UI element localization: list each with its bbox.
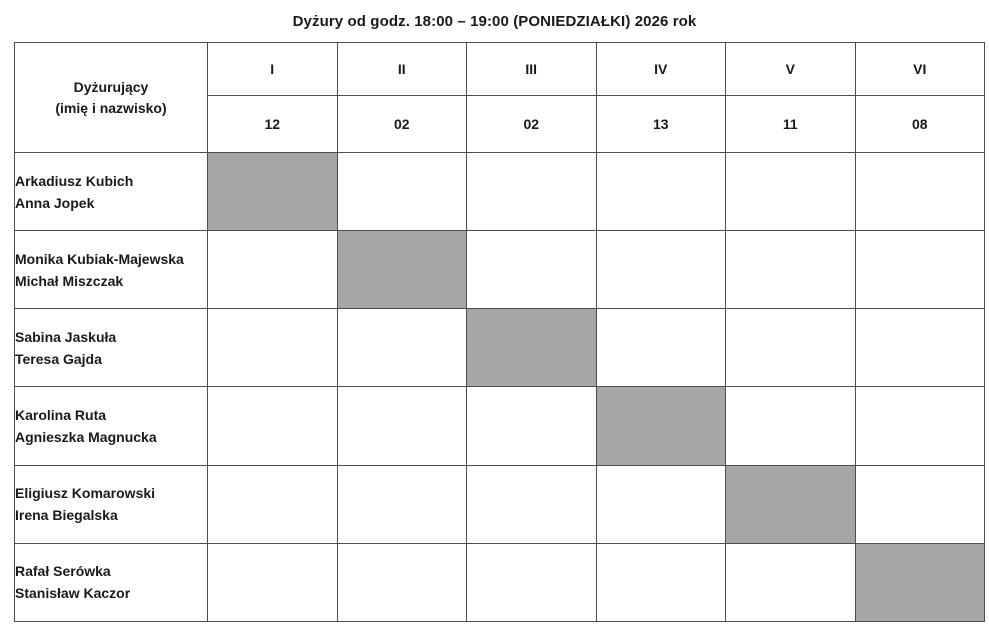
person-name-1: Karolina Ruta — [15, 407, 107, 424]
column-header-roman: V — [726, 43, 856, 96]
duty-cell — [337, 543, 467, 621]
duty-cell — [596, 465, 726, 543]
document-title: Dyżury od godz. 18:00 – 19:00 (PONIEDZIAŁKI) 2026 rok — [292, 12, 697, 30]
duty-cell — [855, 231, 985, 309]
person-name-2: Teresa Gajda — [15, 350, 102, 367]
duty-cell — [855, 153, 985, 231]
duty-cell — [467, 465, 597, 543]
duty-cell-shaded — [467, 309, 597, 387]
person-names-cell — [15, 153, 208, 231]
corner-header-line1: Dyżurujący — [73, 78, 149, 95]
column-header-roman: III — [467, 43, 597, 96]
duty-cell-shaded — [208, 153, 338, 231]
duty-cell — [855, 309, 985, 387]
person-names-cell — [15, 231, 208, 309]
person-name-2: Stanisław Kaczor — [15, 585, 131, 602]
person-names-cell — [15, 465, 208, 543]
person-name-1: Sabina Jaskuła — [15, 328, 117, 345]
duty-cell — [726, 309, 856, 387]
duty-cell — [208, 231, 338, 309]
duty-cell-shaded — [596, 387, 726, 465]
person-name-1: Arkadiusz Kubich — [15, 172, 134, 189]
column-header-number: 08 — [855, 96, 985, 153]
person-name-1: Monika Kubiak-Majewska — [15, 250, 184, 267]
duty-cell — [596, 153, 726, 231]
table-row — [15, 231, 985, 309]
column-header-number: 12 — [208, 96, 338, 153]
duty-cell-shaded — [726, 465, 856, 543]
person-name-2: Agnieszka Magnucka — [15, 429, 157, 446]
person-name-2: Anna Jopek — [15, 194, 95, 211]
duty-cell — [337, 387, 467, 465]
person-name-1: Eligiusz Komarowski — [15, 485, 156, 502]
duty-cell — [337, 309, 467, 387]
table-row — [15, 543, 985, 621]
column-header-number: 11 — [726, 96, 856, 153]
corner-header-duty-person — [15, 43, 208, 153]
duty-cell — [208, 387, 338, 465]
duty-cell — [596, 543, 726, 621]
duty-cell — [208, 465, 338, 543]
duty-cell — [726, 153, 856, 231]
duty-cell — [337, 153, 467, 231]
column-header-number: 02 — [337, 96, 467, 153]
duty-cell — [337, 465, 467, 543]
duty-cell — [596, 309, 726, 387]
duty-cell — [467, 153, 597, 231]
person-names-cell — [15, 309, 208, 387]
column-header-number: 13 — [596, 96, 726, 153]
column-header-roman: I — [208, 43, 338, 96]
person-names-cell — [15, 543, 208, 621]
duty-cell-shaded — [855, 543, 985, 621]
duty-cell — [726, 231, 856, 309]
duty-cell — [596, 231, 726, 309]
duty-cell — [855, 387, 985, 465]
duty-cell — [208, 309, 338, 387]
duty-cell — [726, 543, 856, 621]
duty-cell — [855, 465, 985, 543]
column-header-roman: IV — [596, 43, 726, 96]
column-header-roman: VI — [855, 43, 985, 96]
duty-cell — [726, 387, 856, 465]
table-row — [15, 387, 985, 465]
table-row — [15, 153, 985, 231]
table-row — [15, 309, 985, 387]
column-header-number: 02 — [467, 96, 597, 153]
person-name-2: Irena Biegalska — [15, 507, 118, 524]
duty-cell — [467, 231, 597, 309]
duty-schedule-table — [14, 42, 985, 622]
column-header-roman: II — [337, 43, 467, 96]
duty-cell-shaded — [337, 231, 467, 309]
person-name-1: Rafał Serówka — [15, 563, 111, 580]
duty-cell — [208, 543, 338, 621]
duty-cell — [467, 387, 597, 465]
table-row — [15, 465, 985, 543]
duty-cell — [467, 543, 597, 621]
corner-header-line2: (imię i nazwisko) — [55, 99, 167, 116]
person-names-cell — [15, 387, 208, 465]
person-name-2: Michał Miszczak — [15, 272, 124, 289]
